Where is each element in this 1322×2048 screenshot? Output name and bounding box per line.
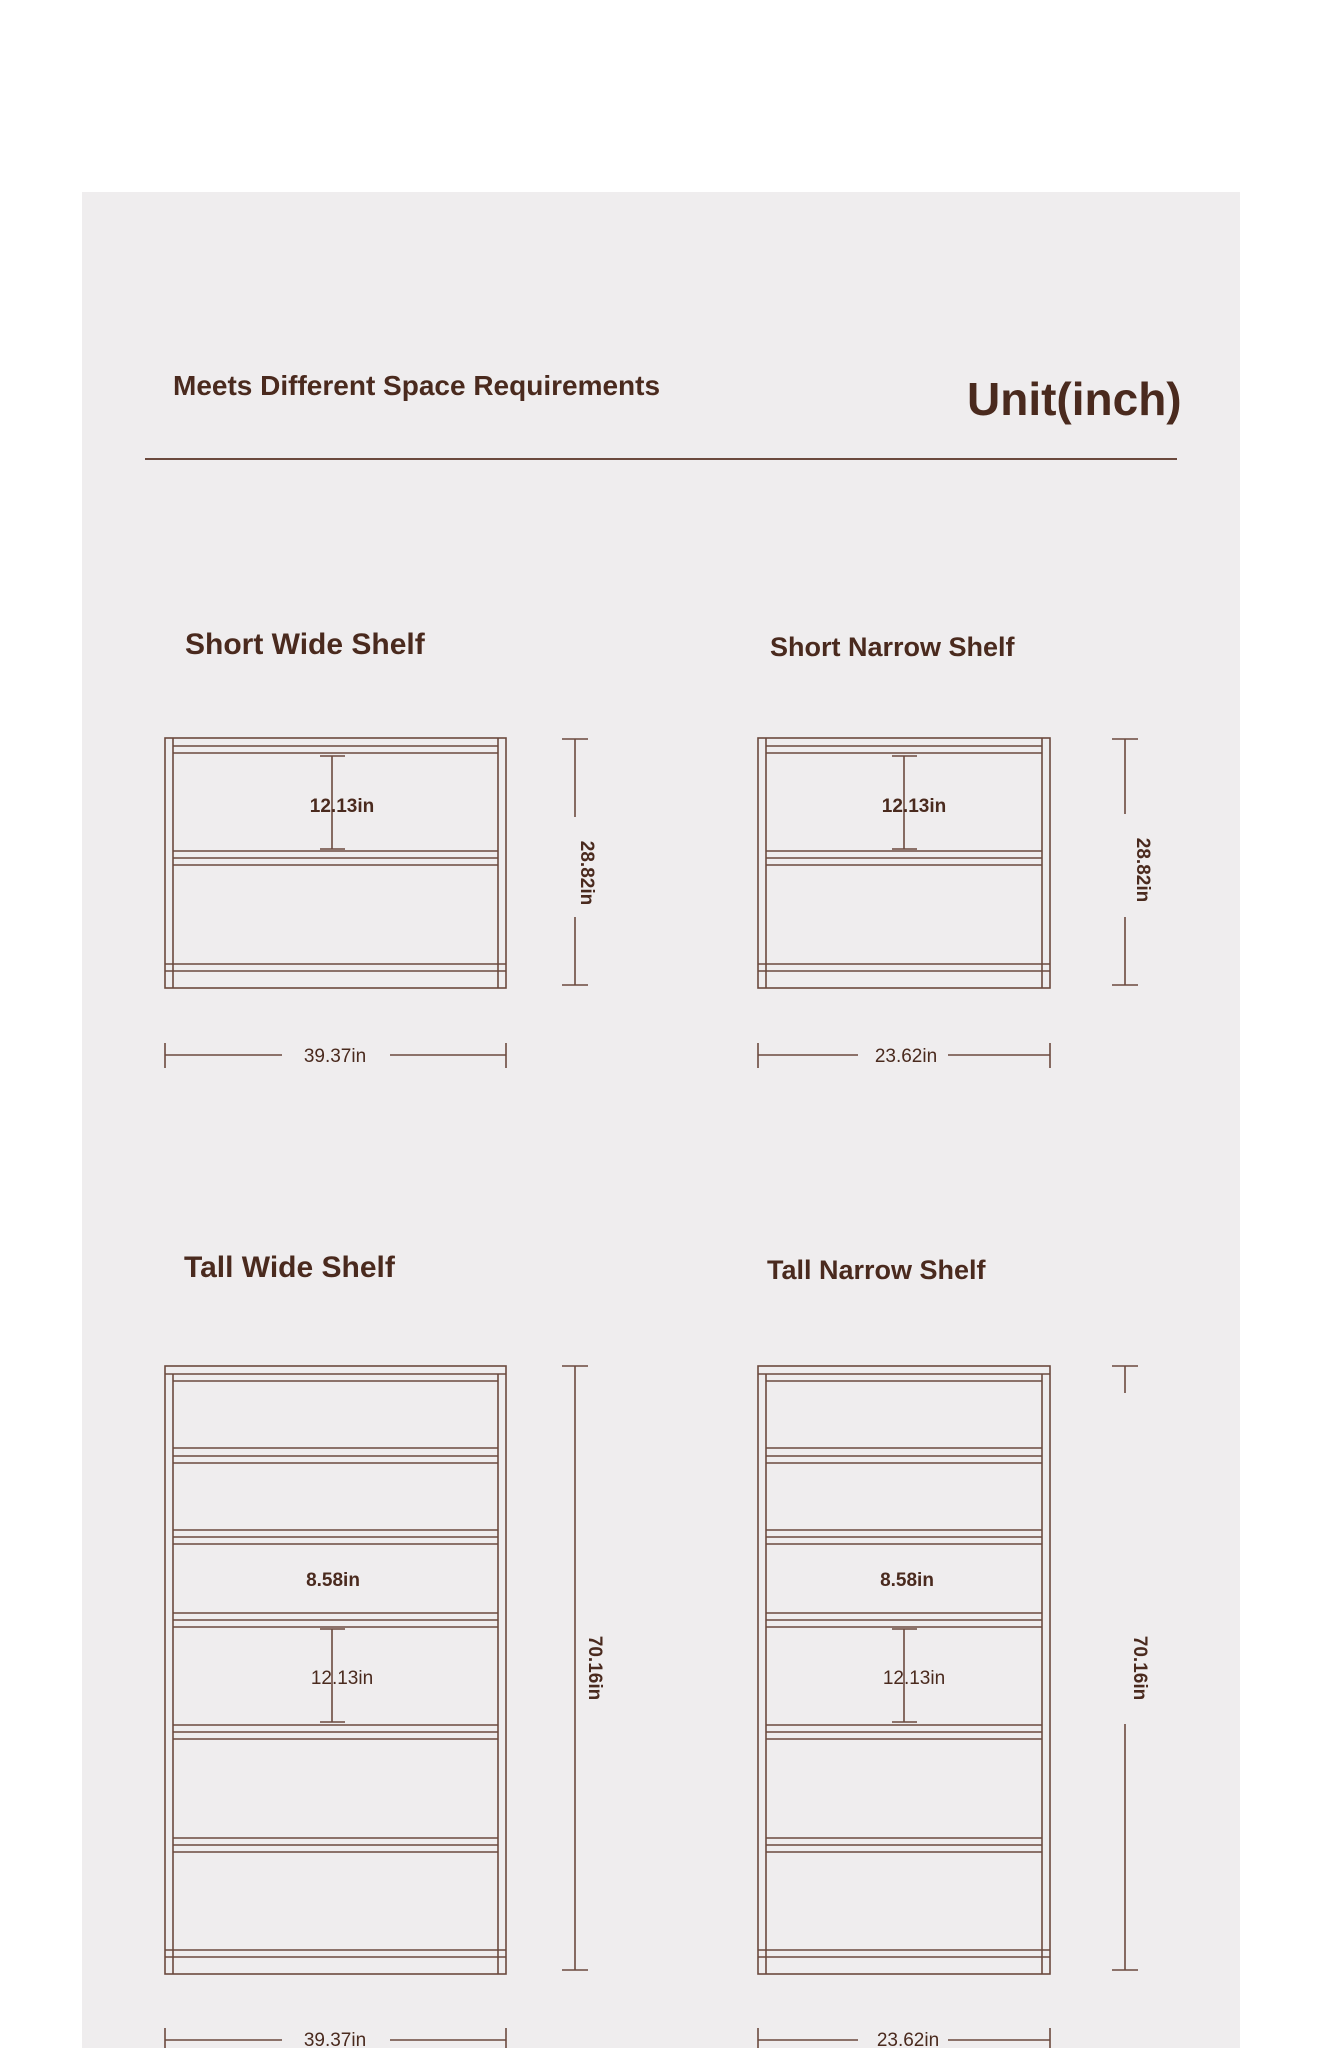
height-label: 28.82in (576, 840, 597, 906)
shelf-tall-narrow (758, 1366, 1138, 2048)
shelf-title-short-narrow: Short Narrow Shelf (770, 632, 1015, 662)
width-label: 39.37in (303, 2030, 367, 2048)
height-label: 70.16in (1129, 1635, 1150, 1701)
compartment-label: 12.13in (310, 1668, 374, 1689)
small-compartment-label: 8.58in (306, 1570, 360, 1591)
compartment-label: 12.13in (881, 796, 947, 817)
shelf-short-wide (165, 738, 588, 1068)
page-title: Meets Different Space Requirements (173, 370, 661, 401)
shelf-tall-wide (165, 1366, 588, 2048)
compartment-label: 12.13in (882, 1668, 946, 1689)
shelf-short-narrow (758, 738, 1138, 1068)
width-label: 23.62in (874, 1046, 938, 1067)
shelf-frame (165, 738, 506, 988)
width-label: 39.37in (303, 1046, 367, 1067)
height-label: 70.16in (584, 1635, 605, 1701)
shelf-title-tall-wide: Tall Wide Shelf (184, 1251, 395, 1284)
compartment-label: 12.13in (309, 796, 375, 817)
height-label: 28.82in (1132, 837, 1153, 903)
width-label: 23.62in (876, 2030, 940, 2048)
unit-label: Unit(inch) (967, 373, 1182, 425)
shelf-title-tall-narrow: Tall Narrow Shelf (767, 1255, 986, 1285)
shelf-title-short-wide: Short Wide Shelf (185, 628, 425, 661)
small-compartment-label: 8.58in (880, 1570, 934, 1591)
